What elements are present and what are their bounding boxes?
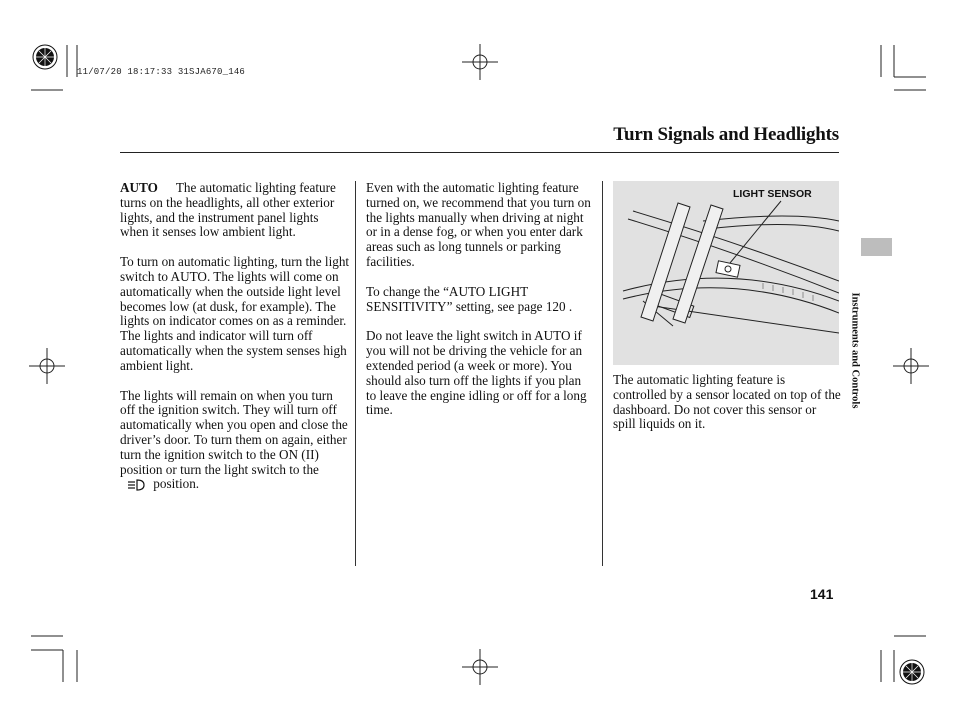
column-left (120, 181, 350, 507)
section-tab-label: Instruments and Controls (849, 292, 861, 409)
do-not-leave-paragraph: Do not leave the light switch in AUTO if you will not be driving the vehicle for an extended period (a week or more). You should also turn off the lights if you plan to leave the engine idling or off for a long time. (366, 328, 587, 418)
column-divider (355, 181, 356, 566)
page-title: Turn Signals and Headlights (613, 124, 839, 145)
lights-remain-paragraph (120, 389, 350, 493)
sensor-paragraph: The automatic lighting feature is controlled by a sensor located on top of the dashboard. Do not cover this sensor or spill liquids on it. (613, 372, 841, 432)
page-number: 141 (810, 586, 834, 602)
column-middle (366, 181, 594, 433)
title-rule (120, 152, 839, 153)
auto-paragraph (120, 181, 350, 240)
position-text: position. (153, 476, 200, 492)
section-tab (861, 238, 892, 256)
dashboard-illustration (613, 181, 839, 365)
print-stamp: 11/07/20 18:17:33 31SJA670_146 (77, 67, 246, 77)
lights-remain-text: The lights will remain on when you turn off the ignition switch. They will turn off automatically when you open and close the driver’s door. To turn them on again, either turn the ignition switch to the ON (II) position or turn the light switch to the (120, 387, 348, 477)
sensitivity-paragraph: To change the “AUTO LIGHT SENSITIVITY” setting, see page 120 . (366, 283, 573, 314)
recommend-paragraph: Even with the automatic lighting feature turned on, we recommend that you turn on the lights manually when driving at night or in a dense fog, or when you enter dark areas such as long tunnels or parking facilities. (366, 180, 591, 269)
column-right (613, 373, 841, 447)
turn-on-paragraph: To turn on automatic lighting, turn the light switch to AUTO. The lights will come on automatically when the outside light level becomes low (at dusk, for example). The lights on indicator comes on as a reminder. The lights and indicator will turn off automatically when the system senses high ambient light. (120, 254, 350, 373)
headlight-icon (126, 479, 146, 491)
column-divider (602, 181, 603, 566)
auto-description: The automatic lighting feature turns on the headlights, all other exterior lights, and the instrument panel lights when it senses low ambient light. (120, 180, 336, 240)
light-sensor-figure (613, 181, 839, 365)
light-sensor-label: LIGHT SENSOR (733, 188, 812, 200)
auto-label: AUTO (120, 180, 158, 195)
